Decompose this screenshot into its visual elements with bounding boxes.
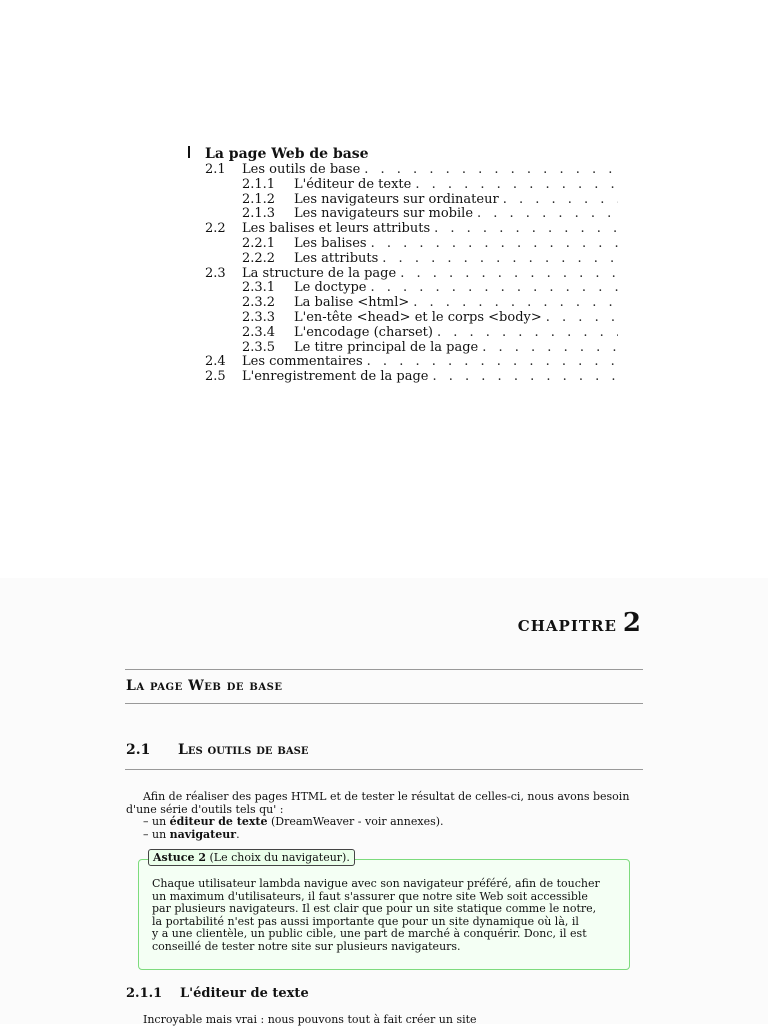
chapter-number: 2: [622, 608, 641, 638]
toc-entry[interactable]: [188, 237, 618, 252]
toc-entry-number: 2.3.2: [242, 295, 276, 311]
toc-entry-label: Les commentaires: [242, 354, 363, 370]
toc-entry-label: L'enregistrement de la page: [242, 369, 429, 385]
intro-paragraph: Afin de réaliser des pages HTML et de tester le résultat de celles-ci, nous avons besoin d'une série d'outils tels qu' : – un éditeur de texte (DreamWeaver - voir annexes). – un navigateur.: [126, 791, 646, 841]
toc-dot-leader: [482, 341, 618, 356]
toc-entry-label: Les outils de base: [242, 162, 361, 177]
toc-entry[interactable]: [188, 355, 618, 370]
toc-entry-label: La structure de la page: [242, 265, 397, 281]
toc-entry[interactable]: [188, 311, 618, 326]
toc-marker: [188, 146, 193, 158]
toc-entry-label: L'éditeur de texte: [294, 176, 412, 192]
table-of-contents: [188, 146, 618, 385]
toc-entry[interactable]: [188, 163, 618, 178]
toc-dot-leader: [371, 237, 618, 252]
toc-entry[interactable]: [188, 370, 618, 385]
toc-entry-number: 2.1.1: [242, 176, 276, 192]
section-title: [126, 742, 308, 758]
chapter-title: La page Web de base: [126, 678, 283, 694]
toc-entry-label: Les navigateurs sur mobile: [294, 206, 474, 222]
toc-dot-leader: [503, 193, 618, 208]
toc-entry[interactable]: [188, 207, 618, 222]
divider: [125, 769, 643, 770]
list-item: – un navigateur.: [143, 827, 240, 841]
toc-entry[interactable]: [188, 281, 618, 296]
section-number: 2.1: [126, 742, 151, 758]
toc-entry-number: 2.3.4: [242, 324, 276, 340]
toc-dot-leader: [433, 370, 619, 385]
toc-entry[interactable]: [188, 178, 618, 193]
toc-dot-leader: [477, 207, 618, 222]
toc-entry-label: Les balises et leurs attributs: [242, 221, 431, 237]
toc-entry[interactable]: [188, 252, 618, 267]
toc-entry-label: Le titre principal de la page: [294, 339, 479, 355]
toc-entry-number: 2.1.2: [242, 191, 276, 207]
toc-dot-leader: [413, 296, 618, 311]
toc-entry-label: La balise <html>: [294, 295, 410, 311]
toc-entry-number: 2.1: [205, 162, 226, 177]
tip-body: Chaque utilisateur lambda navigue avec son navigateur préféré, afin de toucher un maximum d'utilisateurs, il faut s'assurer que notre site Web soit accessible par plusieurs navigateurs. Il est clair que pour un site statique comme le notre, la portabilité n'est pas aussi importante que pour un site dynamique où là, il y a une clientèle, un public cible, une part de marché à conquérir. Donc, il est conseillé de tester notre site sur plusieurs navigateurs.: [152, 877, 600, 953]
toc-entry[interactable]: [188, 296, 618, 311]
list-item: – un éditeur de texte (DreamWeaver - voir annexes).: [143, 815, 444, 828]
toc-dot-leader: [370, 281, 618, 296]
toc-dot-leader: [434, 222, 618, 237]
subsection-title: [126, 986, 309, 1001]
toc-entry[interactable]: [188, 193, 618, 208]
toc-entry-label: Les attributs: [294, 250, 379, 266]
divider: [125, 669, 643, 670]
toc-entry-number: 2.2.2: [242, 250, 276, 266]
toc-dot-leader: [400, 267, 618, 282]
toc-entry[interactable]: [188, 326, 618, 341]
toc-entry-label: Le doctype: [294, 280, 367, 296]
toc-entry-number: 2.5: [205, 369, 226, 385]
toc-dot-leader: [364, 163, 618, 178]
toc-entry[interactable]: [188, 341, 618, 356]
toc-entry-number: 2.2: [205, 221, 226, 237]
toc-dot-leader: [367, 355, 618, 370]
toc-title: La page Web de base: [205, 146, 618, 163]
toc-entry-number: 2.3.3: [242, 309, 276, 325]
toc-entry-number: 2.3.1: [242, 280, 276, 296]
toc-entry-number: 2.4: [205, 354, 226, 370]
chapter-heading: [518, 608, 641, 638]
section-label: Les outils de base: [178, 742, 309, 758]
toc-dot-leader: [415, 178, 618, 193]
toc-entry-number: 2.3: [205, 265, 226, 281]
chapter-label: CHAPITRE: [517, 617, 617, 635]
toc-dot-leader: [382, 252, 618, 267]
toc-entry-number: 2.2.1: [242, 235, 276, 251]
toc-list: [188, 163, 618, 385]
toc-entry[interactable]: [188, 267, 618, 282]
toc-entry-number: 2.3.5: [242, 339, 276, 355]
toc-entry-label: L'encodage (charset): [294, 324, 433, 340]
divider: [125, 703, 643, 704]
toc-dot-leader: [437, 326, 618, 341]
subsection-number: 2.1.1: [126, 986, 163, 1001]
toc-entry-label: L'en-tête <head> et le corps <body>: [294, 309, 542, 325]
subsection-label: L'éditeur de texte: [180, 986, 309, 1001]
toc-dot-leader: [546, 311, 618, 326]
toc-entry-label: Les navigateurs sur ordinateur: [294, 191, 499, 207]
tip-label: Astuce 2 (Le choix du navigateur).: [148, 849, 355, 866]
toc-entry-label: Les balises: [294, 235, 367, 251]
toc-entry-number: 2.1.3: [242, 206, 276, 222]
toc-entry[interactable]: [188, 222, 618, 237]
body-text: Incroyable mais vrai : nous pouvons tout à fait créer un site: [143, 1013, 477, 1026]
